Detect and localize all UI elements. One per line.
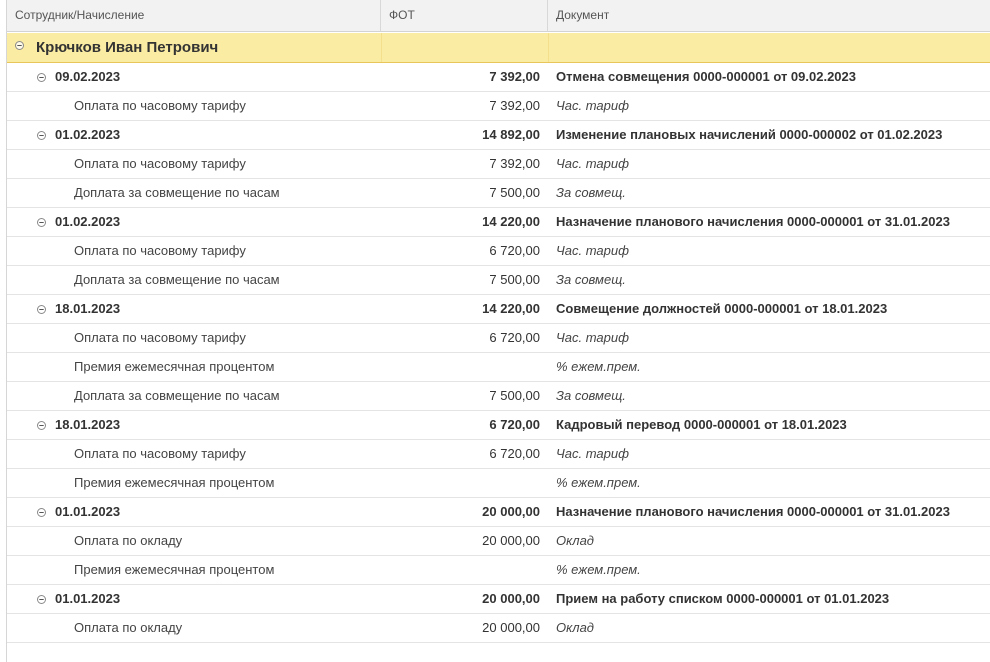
accrual-name: Оплата по окладу	[74, 620, 183, 635]
accrual-short-name: % ежем.прем.	[556, 562, 641, 577]
collapse-circle-icon[interactable]	[15, 41, 24, 50]
collapse-circle-icon[interactable]	[37, 73, 46, 82]
payroll-tree-grid	[6, 0, 990, 662]
accrual-name: Оплата по часовому тарифу	[74, 243, 246, 258]
accrual-fot: 6 720,00	[489, 243, 540, 258]
group-fot: 20 000,00	[482, 504, 540, 519]
accrual-name: Оплата по окладу	[74, 533, 183, 548]
accrual-name: Премия ежемесячная процентом	[74, 562, 275, 577]
accrual-name: Оплата по часовому тарифу	[74, 330, 246, 345]
group-row[interactable]	[7, 498, 990, 527]
group-document: Кадровый перевод 0000-000001 от 18.01.2023	[556, 417, 847, 432]
accrual-row[interactable]	[7, 556, 990, 585]
accrual-row[interactable]	[7, 382, 990, 411]
accrual-row[interactable]	[7, 179, 990, 208]
accrual-short-name: За совмещ.	[556, 185, 626, 200]
accrual-short-name: Час. тариф	[556, 156, 629, 171]
column-header-employee[interactable]: Сотрудник/Начисление	[7, 0, 381, 31]
group-date: 01.01.2023	[55, 591, 121, 606]
accrual-name: Доплата за совмещение по часам	[74, 185, 280, 200]
group-date: 18.01.2023	[55, 417, 121, 432]
accrual-short-name: Час. тариф	[556, 243, 629, 258]
accrual-short-name: За совмещ.	[556, 272, 626, 287]
employee-fot-cell	[381, 33, 548, 62]
accrual-row[interactable]	[7, 527, 990, 556]
accrual-fot: 20 000,00	[482, 620, 540, 635]
employee-row[interactable]	[7, 33, 990, 63]
accrual-fot: 7 500,00	[489, 388, 540, 403]
column-header-document[interactable]: Документ	[556, 8, 610, 22]
accrual-row[interactable]	[7, 92, 990, 121]
accrual-name: Премия ежемесячная процентом	[74, 359, 275, 374]
accrual-row[interactable]	[7, 440, 990, 469]
group-fot: 14 220,00	[482, 301, 540, 316]
group-date: 01.02.2023	[55, 214, 121, 229]
accrual-name: Оплата по часовому тарифу	[74, 446, 246, 461]
accrual-short-name: % ежем.прем.	[556, 475, 641, 490]
employee-name: Крючков Иван Петрович	[36, 39, 219, 56]
accrual-fot: 7 392,00	[489, 156, 540, 171]
accrual-fot: 6 720,00	[489, 330, 540, 345]
group-row[interactable]	[7, 411, 990, 440]
employee-document-cell	[548, 33, 990, 62]
group-row[interactable]	[7, 585, 990, 614]
group-row[interactable]	[7, 63, 990, 92]
accrual-fot: 7 392,00	[489, 98, 540, 113]
accrual-row[interactable]	[7, 614, 990, 643]
group-document: Отмена совмещения 0000-000001 от 09.02.2023	[556, 69, 856, 84]
collapse-circle-icon[interactable]	[37, 218, 46, 227]
column-header-fot[interactable]: ФОТ	[381, 0, 548, 31]
group-fot: 6 720,00	[489, 417, 540, 432]
group-row[interactable]	[7, 295, 990, 324]
accrual-short-name: Час. тариф	[556, 330, 629, 345]
accrual-name: Доплата за совмещение по часам	[74, 388, 280, 403]
group-date: 01.02.2023	[55, 127, 121, 142]
grid-header	[7, 0, 990, 32]
accrual-short-name: % ежем.прем.	[556, 359, 641, 374]
accrual-name: Доплата за совмещение по часам	[74, 272, 280, 287]
accrual-short-name: За совмещ.	[556, 388, 626, 403]
accrual-name: Оплата по часовому тарифу	[74, 156, 246, 171]
accrual-row[interactable]	[7, 150, 990, 179]
accrual-short-name: Час. тариф	[556, 98, 629, 113]
group-document: Изменение плановых начислений 0000-000002 от 01.02.2023	[556, 127, 943, 142]
accrual-short-name: Оклад	[556, 620, 594, 635]
accrual-row[interactable]	[7, 324, 990, 353]
grid-body	[7, 63, 990, 643]
accrual-row[interactable]	[7, 353, 990, 382]
group-date: 18.01.2023	[55, 301, 121, 316]
collapse-circle-icon[interactable]	[37, 421, 46, 430]
group-document: Назначение планового начисления 0000-000001 от 31.01.2023	[556, 504, 950, 519]
collapse-circle-icon[interactable]	[37, 508, 46, 517]
collapse-circle-icon[interactable]	[37, 131, 46, 140]
accrual-short-name: Час. тариф	[556, 446, 629, 461]
accrual-fot: 6 720,00	[489, 446, 540, 461]
accrual-fot: 20 000,00	[482, 533, 540, 548]
group-document: Прием на работу списком 0000-000001 от 01.01.2023	[556, 591, 890, 606]
collapse-circle-icon[interactable]	[37, 595, 46, 604]
group-row[interactable]	[7, 208, 990, 237]
group-fot: 14 892,00	[482, 127, 540, 142]
accrual-fot: 7 500,00	[489, 185, 540, 200]
accrual-row[interactable]	[7, 266, 990, 295]
group-date: 01.01.2023	[55, 504, 121, 519]
accrual-short-name: Оклад	[556, 533, 594, 548]
group-document: Назначение планового начисления 0000-000001 от 31.01.2023	[556, 214, 950, 229]
accrual-row[interactable]	[7, 237, 990, 266]
accrual-name: Оплата по часовому тарифу	[74, 98, 246, 113]
group-fot: 14 220,00	[482, 214, 540, 229]
group-document: Совмещение должностей 0000-000001 от 18.01.2023	[556, 301, 888, 316]
group-date: 09.02.2023	[55, 69, 121, 84]
group-fot: 7 392,00	[489, 69, 540, 84]
accrual-name: Премия ежемесячная процентом	[74, 475, 275, 490]
accrual-row[interactable]	[7, 469, 990, 498]
group-fot: 20 000,00	[482, 591, 540, 606]
group-row[interactable]	[7, 121, 990, 150]
collapse-circle-icon[interactable]	[37, 305, 46, 314]
accrual-fot: 7 500,00	[489, 272, 540, 287]
